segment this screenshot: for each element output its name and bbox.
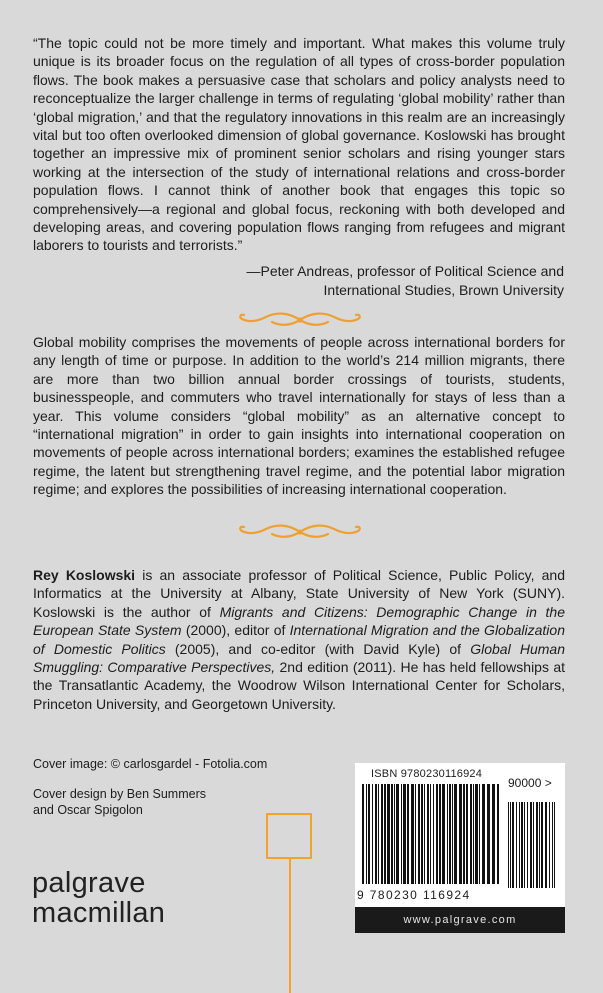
attribution-line-1: —Peter Andreas, professor of Political Science and [246, 263, 564, 279]
price-addon-code: 90000 > [508, 776, 552, 790]
design-credit-line-2: and Oscar Spigolon [33, 803, 143, 817]
book-description: Global mobility comprises the movements of people across international borders for any length of time or purpose. In addition to the world’s 214 million migrants, there are more than two billion annual border crossings of tourists, students, businesspeople, and commuters who travel internationally for stays of less than a year. This volume considers “global mobility” as an alternative concept to “international migration” in order to gain insights into international cooperation on movements of people across international borders; examines the established refugee regime, the latent but strengthening travel regime, and the potential labor migration regime; and explores the possibilities of increasing international cooperation. [33, 334, 565, 498]
author-bio [33, 566, 565, 713]
publisher-wordmark [32, 868, 165, 928]
book-title: Migrants and Citizens: Demographic Change in the European State System [33, 603, 565, 639]
endorsement-quote: “The topic could not be more timely and important. What makes this volume truly unique is its broader focus on the regulation of all types of cross-border population flows. The book makes a persuasive case that scholars and policy analysts need to reconceptualize the larger challenge in terms of regulating ‘global mobility’ rather than ‘global migration,’ and that the regulatory innovations in this realm are an increasingly vital but too often overlooked dimension of global governance. Koslowski has brought together an impressive mix of prominent senior scholars and rising younger stars working at the intersection of the study of international relations and cross-border population flows. I cannot think of another book that engages this topic so comprehensively—a regional and global focus, reckoning with both developed and developing areas, and covering population flows ranging from refugees and migrant laborers to tourists and terrorists.” [33, 35, 565, 254]
barcode-digits: 9 780230 116924 [357, 888, 471, 902]
flourish-ornament-icon [236, 522, 364, 542]
publisher-logo-square-icon [266, 813, 312, 859]
bio-text: (2005), and co-editor (with David Kyle) of [165, 640, 471, 657]
bio-text: 2nd edition (2011). He has held fellowships at the Transatlantic Academy, the Woodrow Wilson International Center for Scholars, Princeton University, and Georgetown University. [33, 659, 565, 712]
bio-text: (2000), editor of [181, 622, 290, 639]
book-title: Global Human Smuggling: Comparative Perspectives, [33, 640, 565, 676]
book-title: International Migration and the Globalization of Domestic Politics [33, 622, 565, 657]
cover-image-credit: Cover image: © carlosgardel - Fotolia.com [33, 757, 268, 771]
barcode-label [355, 763, 565, 933]
author-name: Rey Koslowski [33, 567, 136, 583]
flourish-ornament-icon [236, 310, 364, 330]
barcode-icon [362, 784, 558, 888]
isbn-text: ISBN 9780230116924 [371, 768, 483, 780]
endorsement-attribution [246, 262, 564, 299]
bio-text: is an associate professor of Political Science, Public Policy, and Informatics at the University at Albany, State University of New York (SUNY). Koslowski is the author of [33, 567, 565, 620]
publisher-name-line-1: palgrave [32, 867, 146, 899]
cover-design-credit [33, 786, 253, 818]
publisher-name-line-2: macmillan [32, 897, 166, 929]
attribution-line-2: International Studies, Brown University [323, 281, 564, 298]
publisher-logo-line [289, 859, 291, 993]
design-credit-line-1: Cover design by Ben Summers [33, 787, 206, 801]
publisher-website: www.palgrave.com [355, 907, 565, 933]
